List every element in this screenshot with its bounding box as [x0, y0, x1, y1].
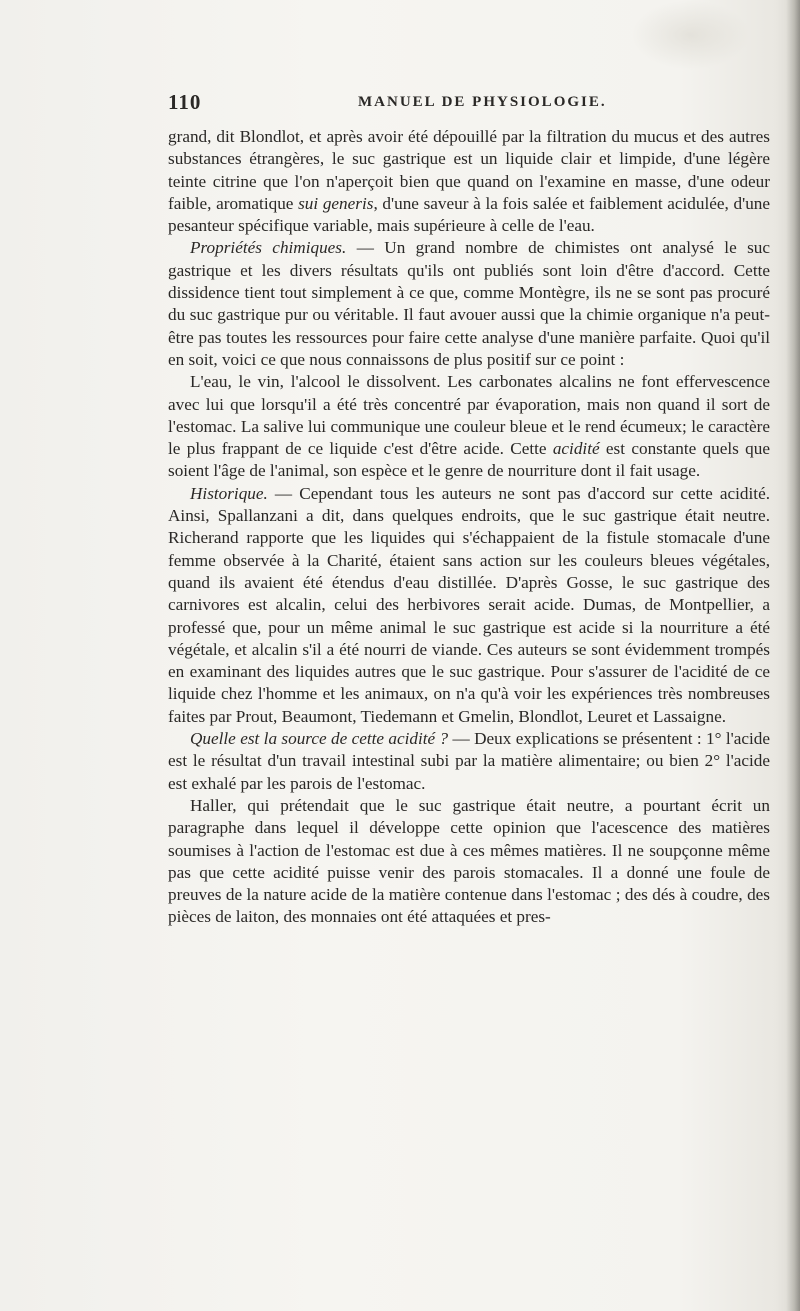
text-segment: — Cependant tous les auteurs ne sont pas d'accord sur cette acidité. Ainsi, Spallanzani a dit, dans quelques endroits, que le suc gastrique était neutre. Richerand rapporte que les liquides qui s'échappaient de la fistule stomacale d'une femme observée à la Charité, étaient sans action sur les couleurs bleues végétales, quand ils avaient été étendus d'eau distillée. D'après Gosse, le suc gastrique des carnivores est alcalin, celui des herbivores serait acide. Dumas, de Montpellier, a professé que, pour un même animal le suc gastrique est acide si la nourriture a été végétale, et alcalin s'il a été nourri de viande. Ces auteurs se sont évidemment trompés en examinant des liquides autres que le suc gastrique. Pour s'assurer de l'acidité de ce liquide chez l'homme et les animaux, on n'a qu'à voir les expériences très nombreuses faites par Prout, Beaumont, Tiedemann et Gmelin, Blondlot, Leuret et Lassaigne.	[168, 483, 770, 726]
section-heading: Quelle est la source de cette acidité ?	[190, 729, 449, 749]
section-heading: Historique.	[190, 483, 268, 503]
paragraph	[168, 371, 770, 482]
section-heading: Propriétés chimiques.	[190, 238, 347, 258]
text-segment: , d'une saveur à la fois salée et faiblement acidulée, d'une pesanteur spécifique variable, mais supérieure à celle de l'eau.	[168, 193, 771, 236]
paragraph	[168, 795, 770, 929]
text-segment: L'eau, le vin, l'alcool le dissolvent. Les carbonates alcalins ne font effervescence avec lui que lorsqu'il a été très concentré par évaporation, mais non quand il sort de l'estomac. La salive lui communique une couleur bleue et le rend écumeux; le caractère le plus frappant de ce liquide c'est d'être acide. Cette	[168, 372, 770, 459]
page-number: 110	[168, 90, 202, 114]
running-title: MANUEL DE PHYSIOLOGIE.	[358, 94, 607, 110]
text-segment: — Un grand nombre de chimistes ont analysé le suc gastrique et les divers résultats qu'ils ont publiés sont loin d'être d'accord. Cette dissidence tient tout simplement à ce que, comme Montègre, ils ne se sont pas procuré du suc gastrique pur ou véritable. Il faut avouer aussi que la chimie organique n'a peut-être pas toutes les ressources pour faire cette analyse d'une manière parfaite. Quoi qu'il en soit, voici ce que nous connaissons de plus positif sur ce point :	[168, 238, 770, 369]
paper-stain	[630, 0, 750, 70]
italic-phrase: acidité	[552, 439, 600, 459]
paragraph	[168, 483, 770, 728]
body-text	[168, 126, 770, 929]
running-head	[168, 90, 768, 118]
italic-phrase: sui generis	[298, 193, 374, 213]
text-segment: grand, dit Blondlot, et après avoir été dépouillé par la filtration du mucus et des autres substances étrangères, le suc gastrique est un liquide clair et limpide, d'une légère teinte citrine que l'on n'aperçoit bien que quand on l'examine en masse, d'une odeur faible, aromatique	[168, 127, 770, 213]
paragraph	[168, 126, 770, 237]
page-edge-shadow	[786, 0, 800, 1311]
paragraph	[168, 728, 770, 795]
text-segment: est constante quels que soient l'âge de l'animal, son espèce et le genre de nourriture dont il fait usage.	[168, 439, 770, 481]
text-segment: Haller, qui prétendait que le suc gastrique était neutre, a pourtant écrit un paragraphe dans lequel il développe cette opinion que l'acescence des matières soumises à l'action de l'estomac est due à ces mêmes matières. Il ne soupçonne même pas que cette acidité puisse venir des parois stomacales. Il a donné une foule de preuves de la nature acide de la matière contenue dans l'estomac ; des dés à coudre, des pièces de laiton, des monnaies ont été attaquées et pres-	[168, 795, 770, 927]
paragraph	[168, 237, 770, 371]
text-segment: — Deux explications se présentent : 1° l'acide est le résultat d'un travail intestinal subi par la matière alimentaire; ou bien 2° l'acide est exhalé par les parois de l'estomac.	[168, 729, 770, 793]
